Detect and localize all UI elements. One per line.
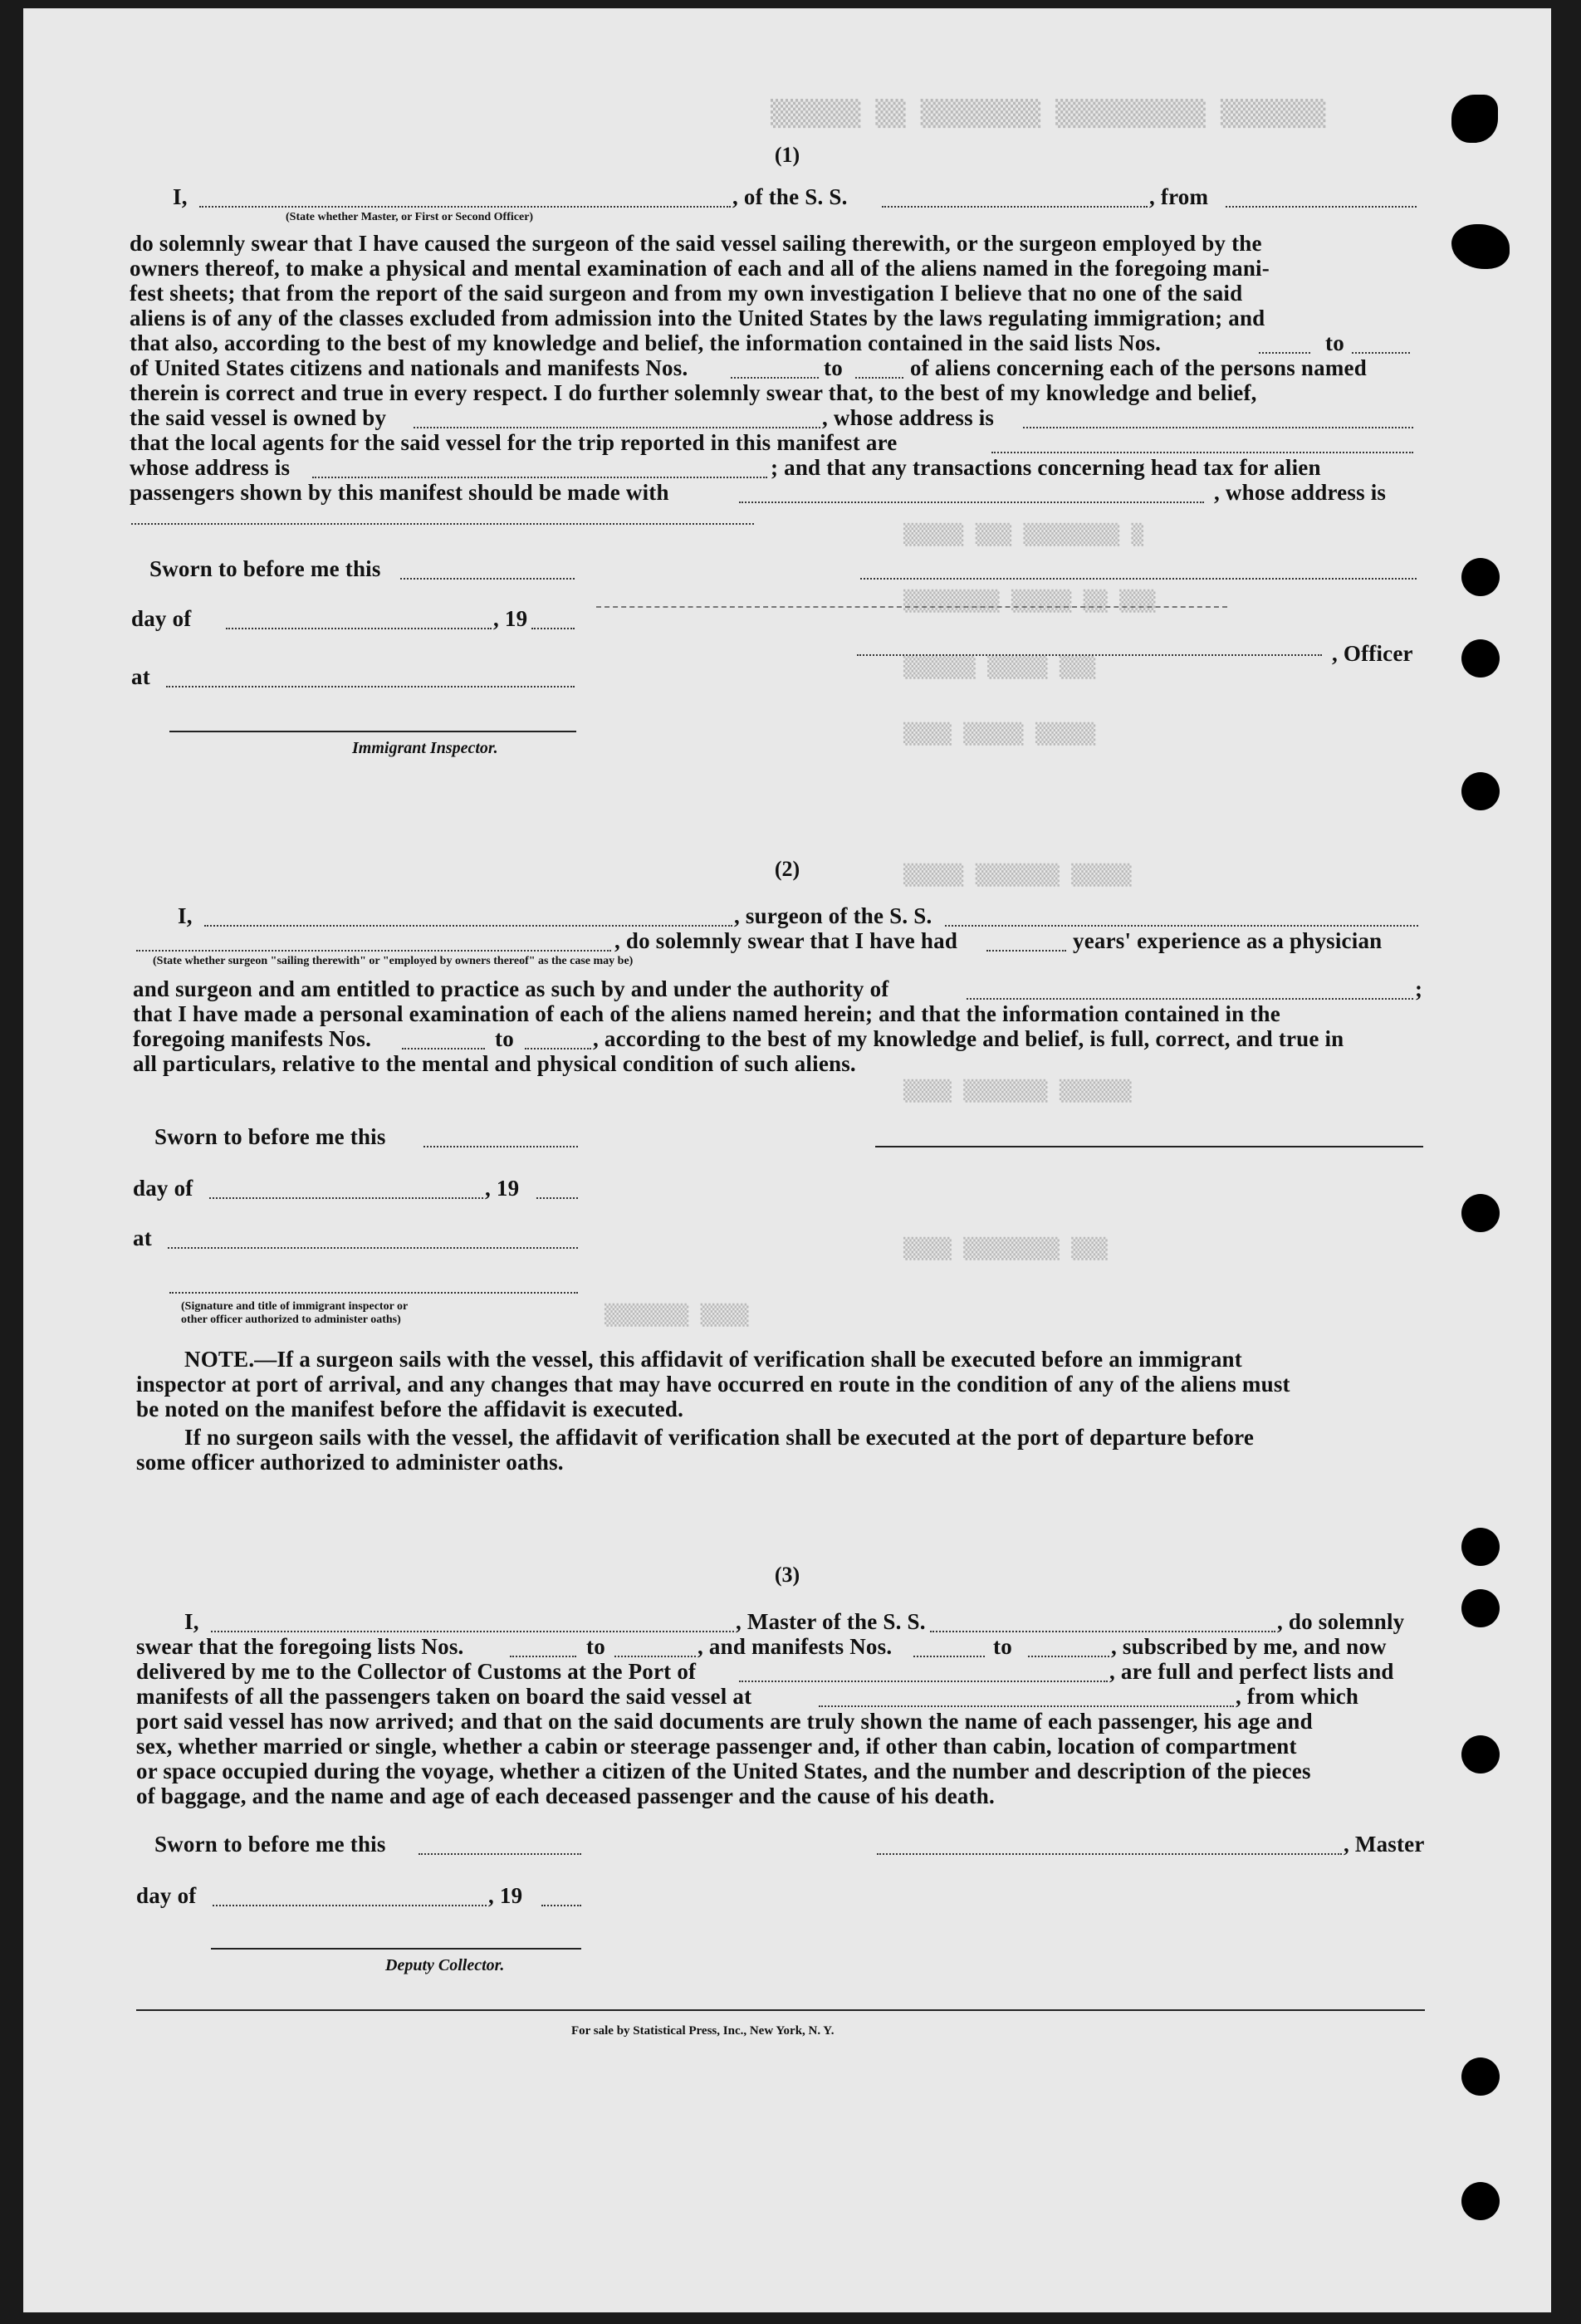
body-line: owners thereof, to make a physical and mental examination of each and all of the aliens named in the foregoing mani- — [130, 256, 1270, 281]
surgeon-name-field — [204, 925, 732, 927]
note-line: some officer authorized to administer oaths. — [136, 1450, 564, 1475]
body-line: that the local agents for the said vessel for the trip reported in this manifest are — [130, 430, 898, 455]
bleed-through-mark: ▒▒▒▒ ▒▒▒▒▒▒▒ ▒▒▒▒▒▒ — [903, 1079, 1132, 1103]
lists-to-field — [614, 1656, 696, 1657]
surgeon-status-field — [136, 950, 611, 952]
punch-hole — [1461, 1589, 1500, 1627]
label-whose-address: , whose address is — [822, 405, 995, 430]
sworn-label: Sworn to before me this — [154, 1124, 386, 1149]
body-line: of baggage, and the name and age of each deceased passenger and the cause of his death. — [136, 1783, 995, 1808]
sworn-date-field — [400, 578, 575, 580]
body-line: all particulars, relative to the mental and physical condition of such aliens. — [133, 1051, 856, 1076]
month-field — [209, 1197, 483, 1199]
typed-rule — [596, 606, 1227, 608]
surgeon-signature-line — [875, 1146, 1423, 1147]
label-master-of: , Master of the S. S. — [736, 1609, 926, 1634]
officer-note: (State whether Master, or First or Second Officer) — [286, 211, 534, 223]
body-line: whose address is — [130, 455, 291, 480]
year-label: , 19 — [485, 1176, 520, 1201]
body-line: , do solemnly — [1277, 1609, 1405, 1634]
oath-pronoun: I, — [173, 184, 188, 209]
manifests-to-field — [525, 1048, 591, 1049]
body-line: or space occupied during the voyage, whether a citizen of the United States, and the number and description of the pieces — [136, 1759, 1311, 1783]
sworn-label: Sworn to before me this — [154, 1832, 386, 1857]
label-to: to — [824, 355, 843, 380]
body-line: sex, whether married or single, whether a cabin or steerage passenger and, if other than cabin, location of compartment — [136, 1734, 1297, 1759]
manifests-from-field — [913, 1656, 985, 1657]
body-line: foregoing manifests Nos. — [133, 1026, 372, 1051]
sworn-date-field — [418, 1853, 581, 1855]
label-of-ss: , of the S. S. — [732, 184, 848, 209]
port-field — [739, 1681, 1108, 1682]
officer-signature-line — [860, 578, 1417, 580]
body-line: port said vessel has now arrived; and that on the said documents are truly shown the name of each passenger, his age and — [136, 1709, 1313, 1734]
punch-hole — [1461, 639, 1500, 678]
label-to: to — [1325, 330, 1344, 355]
section-2-heading: (2) — [774, 857, 800, 881]
manifests-from-field — [731, 377, 819, 379]
body-line: therein is correct and true in every respect. I do further solemnly swear that, to the best of my knowledge and belief, — [130, 380, 1257, 405]
oath-pronoun: I, — [178, 903, 193, 928]
label-to: to — [993, 1634, 1012, 1659]
punch-hole — [1461, 558, 1500, 596]
years-field — [986, 950, 1066, 952]
vessel-name-field — [930, 1631, 1275, 1632]
officer-name-field — [199, 206, 731, 208]
punch-hole — [1461, 2182, 1500, 2220]
label-surgeon-of: , surgeon of the S. S. — [734, 903, 932, 928]
owner-field — [414, 427, 820, 428]
at-label: at — [131, 664, 150, 689]
note-line: NOTE.—If a surgeon sails with the vessel, this affidavit of verification shall be executed before an immigrant — [184, 1347, 1242, 1372]
manifests-to-field — [1028, 1656, 1109, 1657]
section-1-heading: (1) — [774, 143, 800, 167]
body-line: , subscribed by me, and now — [1111, 1634, 1387, 1659]
punch-hole — [1461, 2057, 1500, 2096]
surgeon-note: (State whether surgeon "sailing therewith" or "employed by owners thereof" as the case may be) — [153, 955, 634, 967]
body-line: that also, according to the best of my knowledge and belief, the information contained in the said lists Nos. — [130, 330, 1162, 355]
year-field — [541, 1905, 581, 1906]
collector-signature-line — [211, 1948, 581, 1950]
body-line: , are full and perfect lists and — [1109, 1659, 1394, 1684]
bleed-through-mark: ▒▒▒▒▒ ▒▒▒ ▒▒▒▒▒▒▒▒ ▒ — [903, 523, 1143, 546]
day-of-label: day of — [131, 606, 192, 631]
semicolon: ; — [1415, 976, 1423, 1001]
from-port-field — [1226, 206, 1417, 208]
torn-edge-mark — [1451, 95, 1498, 143]
body-line: manifests of all the passengers taken on board the said vessel at — [136, 1684, 752, 1709]
body-line: of United States citizens and nationals and manifests Nos. — [130, 355, 688, 380]
officer-sign-field — [857, 654, 1322, 656]
bleed-through-mark: ▒▒▒▒▒▒▒▒ ▒▒▒▒▒ ▒▒ ▒▒▒ — [903, 590, 1156, 613]
manifests-from-field — [402, 1048, 485, 1049]
body-line: do solemnly swear that I have caused the surgeon of the said vessel sailing therewith, or the surgeon employed by the — [130, 231, 1262, 256]
body-line: fest sheets; that from the report of the said surgeon and from my own investigation I believe that no one of the said — [130, 281, 1243, 306]
bleed-through-mark: ▒▒▒▒▒▒ ▒▒▒▒▒ ▒▒▒ — [903, 656, 1096, 679]
lists-to-field — [1352, 352, 1410, 354]
torn-edge-mark — [1451, 224, 1510, 269]
oath-pronoun: I, — [184, 1609, 199, 1634]
bleed-through-mark: ▒▒▒▒▒▒ ▒▒ ▒▒▒▒▒▒▒▒ ▒▒▒▒▒▒▒▒▒▒ ▒▒▒▒▒▒▒ — [771, 100, 1326, 129]
bleed-through-mark: ▒▒▒▒▒ ▒▒▒▒▒▒▒ ▒▒▒▒▒ — [903, 864, 1132, 887]
collector-label: Deputy Collector. — [385, 1956, 505, 1974]
punch-hole — [1461, 1735, 1500, 1774]
lists-from-field — [1259, 352, 1310, 354]
at-label: at — [133, 1226, 152, 1250]
at-place-field — [168, 1247, 578, 1249]
surgeon-vessel-field — [945, 925, 1418, 927]
body-line: years' experience as a physician — [1073, 928, 1383, 953]
body-line: and surgeon and am entitled to practice as such by and under the authority of — [133, 976, 889, 1001]
year-label: , 19 — [493, 606, 528, 631]
footer-printer: For sale by Statistical Press, Inc., New York, N. Y. — [571, 2024, 835, 2038]
inspector-signature-line — [169, 1292, 578, 1294]
note-line: inspector at port of arrival, and any changes that may have occurred en route in the condition of any of the aliens must — [136, 1372, 1290, 1397]
bleed-through-mark: ▒▒▒▒ ▒▒▒▒▒▒▒▒ ▒▒▒ — [903, 1237, 1108, 1260]
signer-note: other officer authorized to administer oaths) — [181, 1314, 401, 1326]
at-place-field — [166, 686, 575, 687]
body-line: of aliens concerning each of the persons named — [910, 355, 1367, 380]
punch-hole — [1461, 1528, 1500, 1566]
master-label: , Master — [1344, 1832, 1425, 1857]
master-signature-line — [877, 1853, 1342, 1855]
year-field — [531, 628, 575, 629]
head-tax-agent-field — [739, 501, 1204, 503]
inspector-signature-line — [169, 731, 576, 732]
month-field — [213, 1905, 487, 1906]
body-line: passengers shown by this manifest should be made with — [130, 480, 669, 505]
label-from: , from — [1149, 184, 1209, 209]
label-to: to — [495, 1026, 514, 1051]
year-label: , 19 — [488, 1883, 523, 1908]
form-sheet — [23, 8, 1551, 2312]
owner-address-field — [1023, 427, 1413, 428]
signer-note: (Signature and title of immigrant inspector or — [181, 1300, 409, 1313]
label-whose-address: , whose address is — [1214, 480, 1387, 505]
officer-label: , Officer — [1332, 641, 1413, 666]
note-line: If no surgeon sails with the vessel, the affidavit of verification shall be executed at the port of departure before — [184, 1425, 1255, 1450]
inspector-label: Immigrant Inspector. — [352, 739, 498, 757]
day-of-label: day of — [133, 1176, 193, 1201]
agents-field — [991, 452, 1413, 453]
month-field — [226, 628, 492, 629]
boarding-port-field — [819, 1705, 1234, 1707]
body-line: , and manifests Nos. — [698, 1634, 893, 1659]
body-line: , do solemnly swear that I have had — [614, 928, 958, 953]
footer-rule — [136, 2009, 1425, 2011]
head-tax-address-field — [131, 523, 754, 525]
manifests-to-field — [855, 377, 903, 379]
body-line: the said vessel is owned by — [130, 405, 387, 430]
body-line: , according to the best of my knowledge and belief, is full, correct, and true in — [593, 1026, 1344, 1051]
body-line: aliens is of any of the classes excluded from admission into the United States by the laws regulating immigration; and — [130, 306, 1265, 330]
authority-field — [967, 998, 1413, 1000]
signature-line-officer — [857, 641, 1322, 667]
body-line: ; and that any transactions concerning head tax for alien — [771, 455, 1321, 480]
sworn-label: Sworn to before me this — [149, 556, 381, 581]
label-to: to — [586, 1634, 605, 1659]
bleed-through-mark: ▒▒▒▒▒▒▒ ▒▒▒▒ — [604, 1304, 749, 1327]
body-line: that I have made a personal examination of each of the aliens named herein; and that the information contained in the — [133, 1001, 1280, 1026]
punch-hole — [1461, 1194, 1500, 1232]
body-line: delivered by me to the Collector of Customs at the Port of — [136, 1659, 697, 1684]
agents-address-field — [312, 477, 767, 478]
body-line: , from which — [1236, 1684, 1359, 1709]
day-of-label: day of — [136, 1883, 197, 1908]
vessel-name-field — [882, 206, 1148, 208]
punch-hole — [1461, 772, 1500, 810]
master-name-field — [211, 1631, 734, 1632]
year-field — [536, 1197, 578, 1199]
body-line: swear that the foregoing lists Nos. — [136, 1634, 464, 1659]
bleed-through-mark: ▒▒▒▒ ▒▒▒▒▒ ▒▒▒▒▒ — [903, 722, 1096, 746]
lists-from-field — [510, 1656, 576, 1657]
note-line: be noted on the manifest before the affidavit is executed. — [136, 1397, 684, 1421]
section-3-heading: (3) — [774, 1563, 800, 1587]
sworn-date-field — [423, 1146, 578, 1147]
